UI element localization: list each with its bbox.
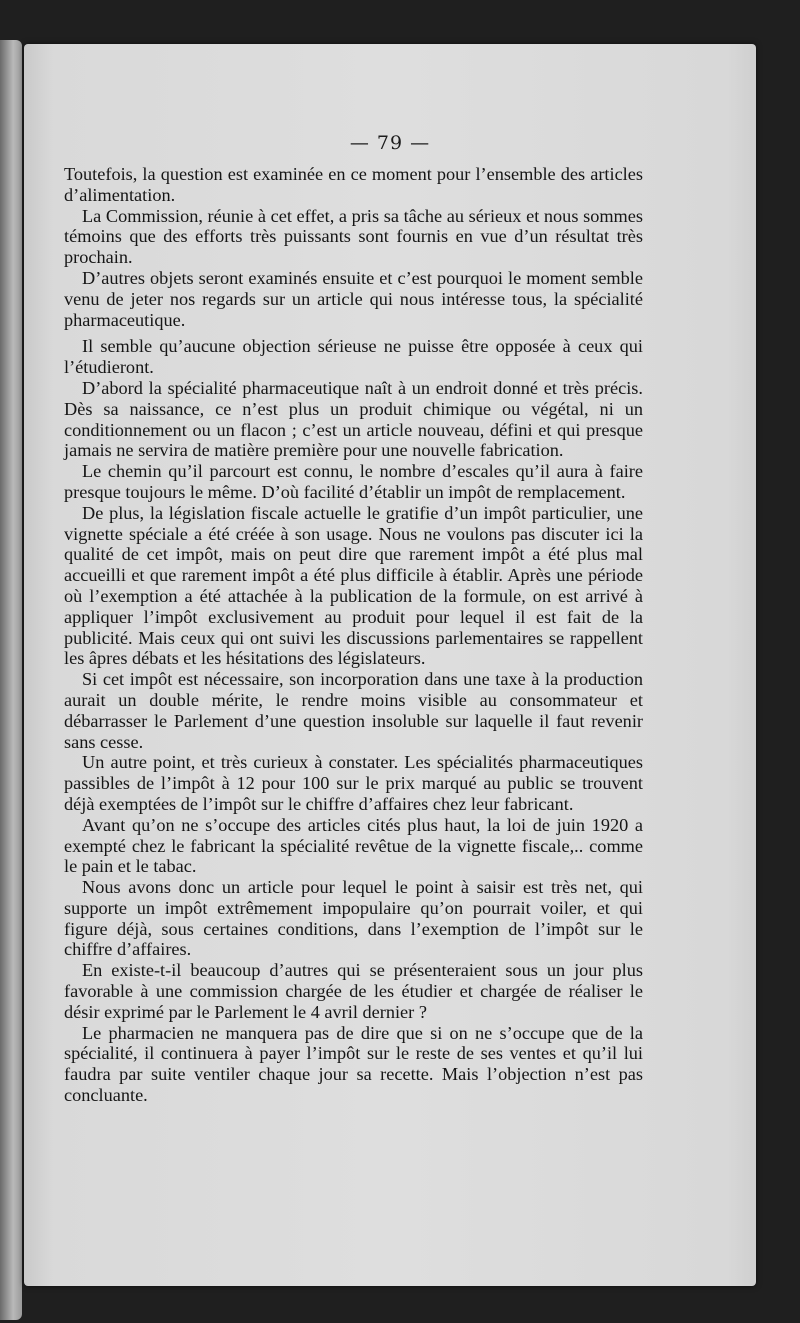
paragraph: En existe-t-il beaucoup d’autres qui se présenteraient sous un jour plus favorable à une commission chargée de les étudier et chargée de réaliser le désir exprimé par le Parlement le 4 avril dernier ? [64, 960, 643, 1022]
paragraph: La Commission, réunie à cet effet, a pris sa tâche au sérieux et nous sommes témoins que des efforts très puissants sont fournis en vue d’un résultat très prochain. [64, 205, 643, 268]
paragraph: Le chemin qu’il parcourt est connu, le nombre d’escales qu’il aura à faire presque toujours le même. D’où facilité d’établir un impôt de remplacement. [64, 461, 643, 502]
paragraph: Si cet impôt est nécessaire, son incorporation dans une taxe à la production aurait un double mérite, le rendre moins visible au consommateur et débarrasser le Parlement d’une question insoluble sur laquelle il faut revenir sans cesse. [64, 669, 643, 752]
paragraph: Il semble qu’aucune objection sérieuse ne puisse être opposée à ceux qui l’étudieront. [64, 336, 643, 378]
page-sheet [24, 44, 756, 1286]
page-number: — 79 — [349, 132, 431, 154]
paragraph: Nous avons donc un article pour lequel le point à saisir est très net, qui supporte un impôt extrêmement impopulaire qu’on pourrait voiler, et qui figure déjà, sous certaines conditions, dans l’exemption de l’impôt sur le chiffre d’affaires. [64, 877, 643, 960]
paragraph: Avant qu’on ne s’occupe des articles cités plus haut, la loi de juin 1920 a exempté chez le fabricant la spécialité revêtue de la vignette fiscale,.. comme le pain et le tabac. [64, 814, 643, 877]
paragraph: Un autre point, et très curieux à constater. Les spécialités pharmaceutiques passibles de l’impôt à 12 pour 100 sur le prix marqué au public se trouvent déjà exemptées de l’impôt sur le chiffre d’affaires chez leur fabricant. [64, 752, 643, 814]
paragraph: De plus, la législation fiscale actuelle le gratifie d’un impôt particulier, une vignette spéciale a été créée à son usage. Nous ne voulons pas discuter ici la qualité de cet impôt, mais on peut dire que rarement impôt a été plus mal accueilli et que rarement impôt a été plus difficile à établir. Après une période où l’exemption a été attachée à la publication de la formule, on est arrivé à appliquer l’impôt exclusivement au produit pour lequel il est fait de la publicité. Mais ceux qui ont suivi les discussions parlementaires se rappellent les âpres débats et les hésitations des législateurs. [64, 502, 643, 669]
paragraph: D’abord la spécialité pharmaceutique naît à un endroit donné et très précis. Dès sa naissance, ce n’est plus un produit chimique ou végétal, ni un conditionnement ou un flacon ; c’est un article nouveau, défini et qui presque jamais ne servira de matière première pour une nouvelle fabrication. [64, 377, 643, 461]
left-page-edge [0, 40, 22, 1320]
paragraph: Le pharmacien ne manquera pas de dire que si on ne s’occupe que de la spécialité, il continuera à payer l’impôt sur le reste de ses ventes et qu’il lui faudra par suite ventiler chaque jour sa recette. Mais l’objection n’est pas concluante. [64, 1022, 643, 1106]
paragraph: D’autres objets seront examinés ensuite et c’est pourquoi le moment semble venu de jeter nos regards sur un article qui nous intéresse tous, la spécialité pharmaceutique. [64, 267, 643, 330]
paragraph: Toutefois, la question est examinée en ce moment pour l’ensemble des articles d’alimentation. [64, 164, 643, 205]
body-text [64, 164, 643, 1106]
